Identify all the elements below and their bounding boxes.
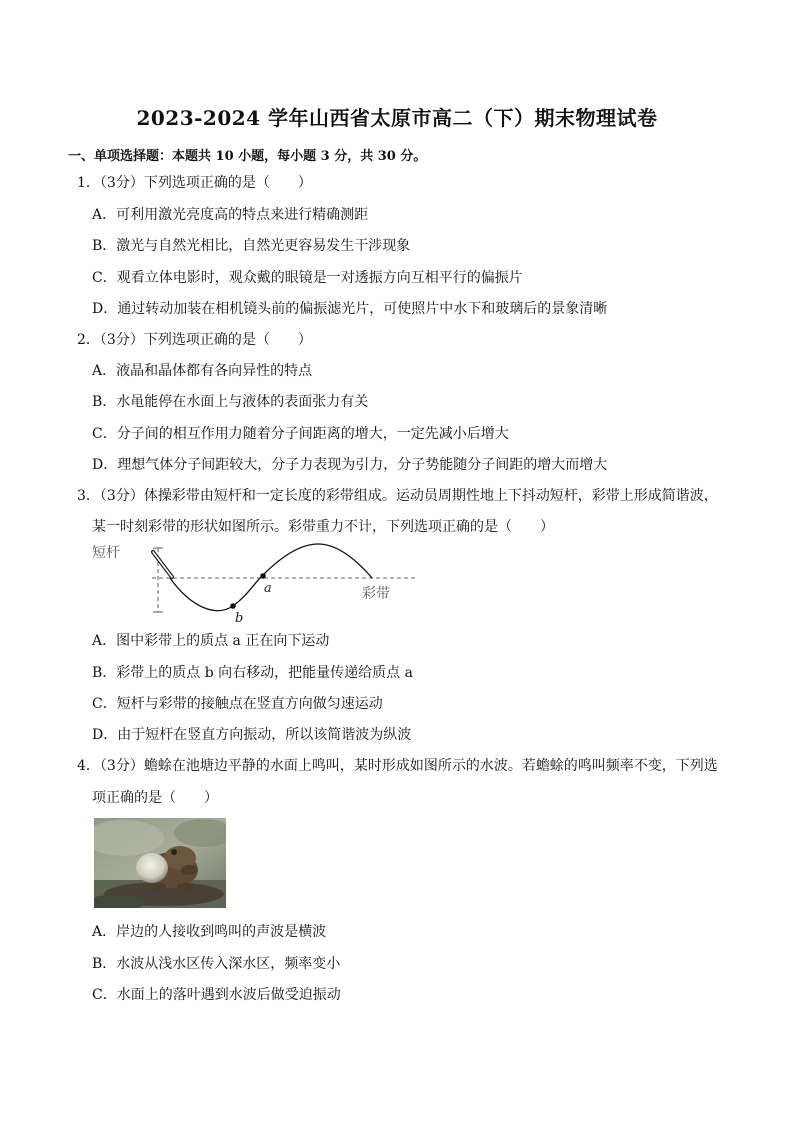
question-1-option-d: D．通过转动加装在相机镜头前的偏振滤光片，可使照片中水下和玻璃后的景象清晰 xyxy=(92,301,608,317)
question-3-stem-continued: 某一时刻彩带的形状如图所示。彩带重力不计，下列选项正确的是（ ） xyxy=(92,519,554,535)
question-3-option-d: D．由于短杆在竖直方向振动，所以该简谐波为纵波 xyxy=(92,727,412,743)
point-a-dot xyxy=(260,573,266,579)
question-4-option-c: C．水面上的落叶遇到水波后做受迫振动 xyxy=(92,987,341,1003)
question-1-option-c: C．观看立体电影时，观众戴的眼镜是一对透振方向互相平行的偏振片 xyxy=(92,270,523,286)
question-2-option-c: C．分子间的相互作用力随着分子间距离的增大，一定先减小后增大 xyxy=(92,426,509,442)
point-b-dot xyxy=(230,603,236,609)
question-2-option-b: B．水黾能停在水面上与液体的表面张力有关 xyxy=(92,394,369,410)
question-2-option-a: A．液晶和晶体都有各向异性的特点 xyxy=(92,363,313,379)
question-4-stem-continued: 项正确的是（ ） xyxy=(92,790,218,806)
question-4-option-b: B．水波从浅水区传入深水区，频率变小 xyxy=(92,956,341,972)
question-2-option-d: D．理想气体分子间距较大，分子力表现为引力，分子势能随分子间距的增大而增大 xyxy=(92,457,608,473)
question-4-option-a: A．岸边的人接收到鸣叫的声波是横波 xyxy=(92,924,327,940)
rod-label: 短杆 xyxy=(92,545,120,561)
question-3-option-c: C．短杆与彩带的接触点在竖直方向做匀速运动 xyxy=(92,696,383,712)
question-1-option-b: B．激光与自然光相比，自然光更容易发生干涉现象 xyxy=(92,238,411,254)
toad-photo xyxy=(94,818,226,908)
section-heading: 一、单项选择题：本题共 10 小题，每小题 3 分，共 30 分。 xyxy=(68,149,427,164)
point-b-label: b xyxy=(235,611,244,626)
question-4-stem: 4．（3分）蟾蜍在池塘边平静的水面上鸣叫，某时形成如图所示的水波。若蟾蜍的鸣叫频率不变，下列选 xyxy=(77,758,718,774)
question-2-stem: 2．（3分）下列选项正确的是（ ） xyxy=(77,332,312,348)
short-rod-highlight xyxy=(153,552,172,577)
question-1-stem: 1．（3分）下列选项正确的是（ ） xyxy=(77,175,312,191)
ribbon-wave xyxy=(170,544,372,611)
question-1-option-a: A．可利用激光亮度高的特点来进行精确测距 xyxy=(92,207,369,223)
point-a-label: a xyxy=(264,581,272,596)
page-title: 2023-2024 学年山西省太原市高二（下）期末物理试卷 xyxy=(136,106,658,130)
question-3-stem: 3．（3分）体操彩带由短杆和一定长度的彩带组成。运动员周期性地上下抖动短杆，彩带上形成简谐波， xyxy=(77,488,718,504)
ribbon-wave-figure xyxy=(90,540,420,626)
ribbon-label: 彩带 xyxy=(362,586,390,602)
question-3-option-a: A．图中彩带上的质点 a 正在向下运动 xyxy=(92,633,330,649)
question-3-option-b: B．彩带上的质点 b 向右移动，把能量传递给质点 a xyxy=(92,665,413,681)
